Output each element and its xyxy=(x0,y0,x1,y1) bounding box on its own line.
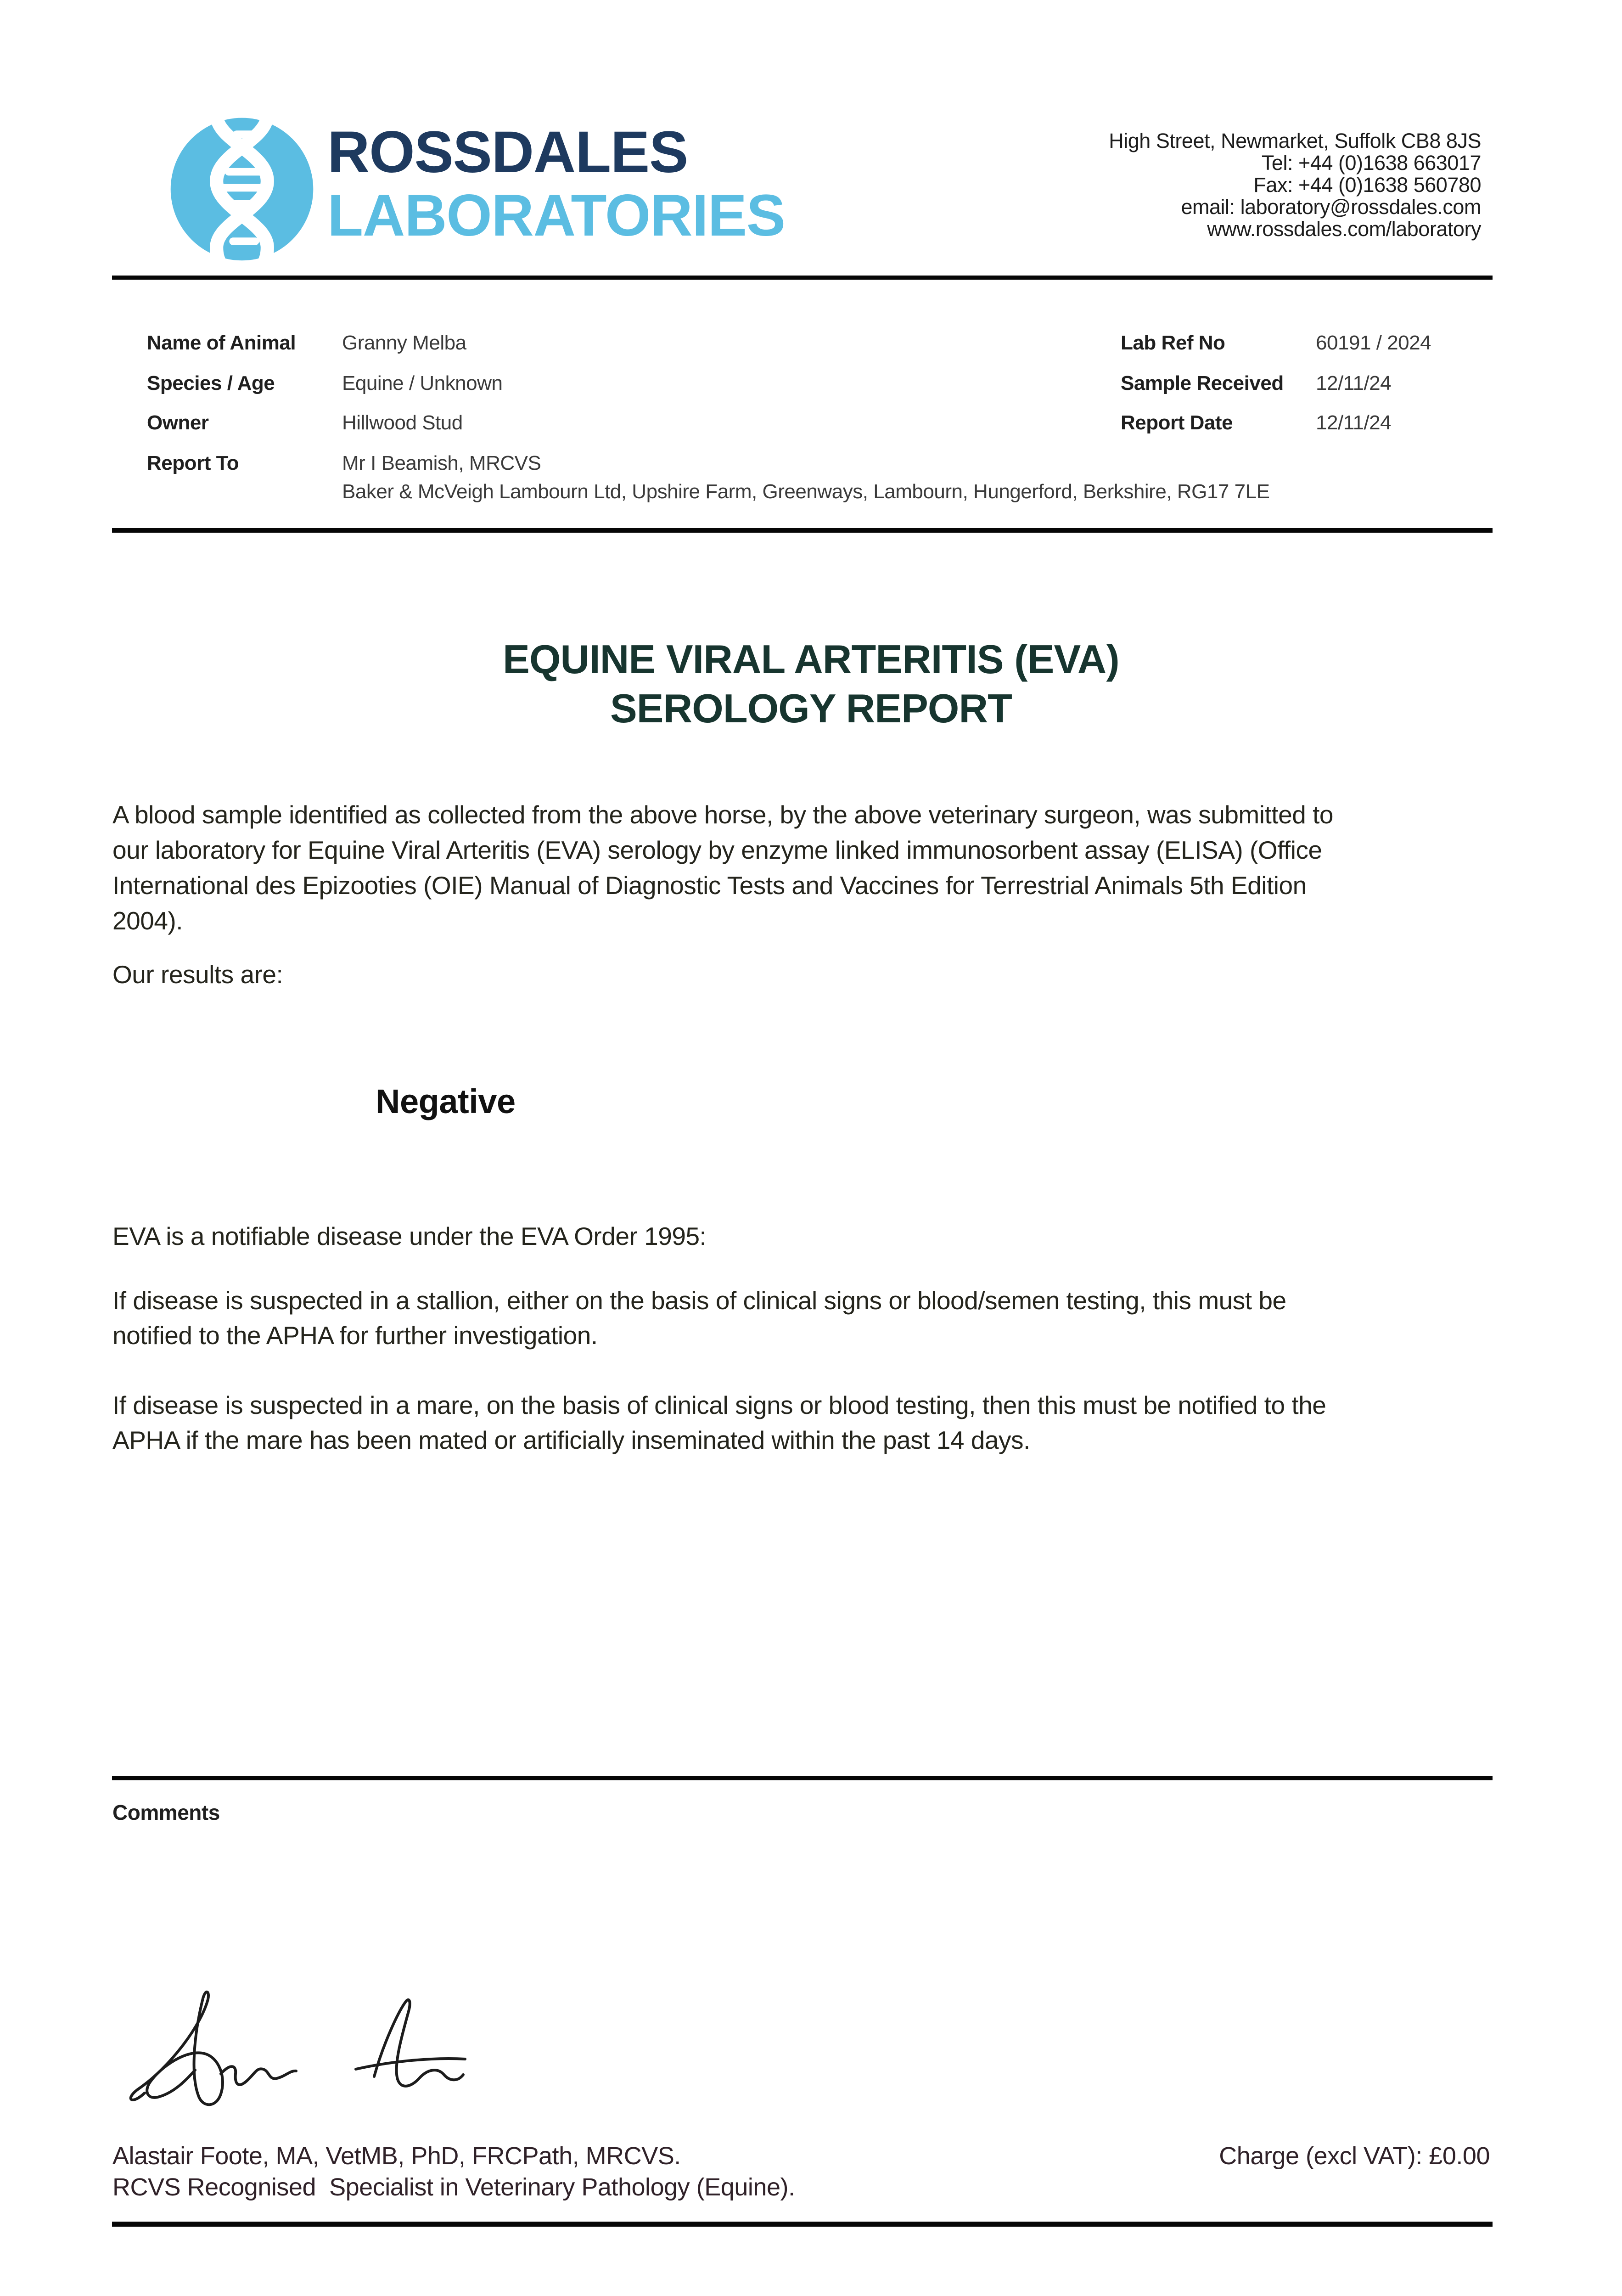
detail-value-sample-received: 12/11/24 xyxy=(1316,372,1392,394)
signatory-qualification: RCVS Recognised Specialist in Veterinary Pathology (Equine). xyxy=(112,2173,795,2201)
mare-paragraph-line: If disease is suspected in a mare, on the basis of clinical signs or blood testing, then this must be notified to the xyxy=(112,1391,1326,1419)
report-title-line2: SEROLOGY REPORT xyxy=(610,686,1012,731)
contact-tel-line: Tel: +44 (0)1638 663017 xyxy=(1261,151,1481,174)
charge-text: Charge (excl VAT): £0.00 xyxy=(1219,2142,1490,2170)
logo-wordmark-laboratories: LABORATORIES xyxy=(327,183,785,248)
contact-email-line: email: laboratory@rossdales.com xyxy=(1181,195,1481,219)
intro-paragraph-line: our laboratory for Equine Viral Arteritis (EVA) serology by enzyme linked immunosorbent assay (ELISA) (Office xyxy=(112,836,1322,864)
detail-value-lab-ref-no: 60191 / 2024 xyxy=(1316,332,1431,354)
detail-label-report-to: Report To xyxy=(147,452,239,474)
logo-wordmark-rossdales: ROSSDALES xyxy=(327,119,688,185)
detail-label-lab-ref-no: Lab Ref No xyxy=(1121,332,1225,354)
detail-value-report-date: 12/11/24 xyxy=(1316,411,1392,434)
contact-block xyxy=(1109,130,1481,240)
results-lead-text: Our results are: xyxy=(112,960,283,989)
stallion-paragraph-line: notified to the APHA for further investigation. xyxy=(112,1321,598,1350)
footer-rule xyxy=(112,2222,1493,2227)
report-title-line1: EQUINE VIRAL ARTERITIS (EVA) xyxy=(503,636,1119,682)
detail-value-species-age: Equine / Unknown xyxy=(342,372,503,394)
detail-label-species-age: Species / Age xyxy=(147,372,275,394)
detail-label-sample-received: Sample Received xyxy=(1121,372,1284,394)
detail-value-name-of-animal: Granny Melba xyxy=(342,332,466,354)
report-title xyxy=(0,635,1622,733)
header-divider-rule xyxy=(112,276,1493,280)
detail-label-report-date: Report Date xyxy=(1121,411,1233,434)
detail-value-report-to: Mr I Beamish, MRCVS xyxy=(342,452,541,474)
result-value: Negative xyxy=(376,1082,516,1120)
intro-paragraph-line: International des Epizooties (OIE) Manual of Diagnostic Tests and Vaccines for Terrestrial Animals 5th Edition xyxy=(112,871,1307,900)
details-divider-rule xyxy=(112,528,1493,533)
mare-paragraph-line: APHA if the mare has been mated or artificially inseminated within the past 14 days. xyxy=(112,1426,1030,1454)
stallion-paragraph-line: If disease is suspected in a stallion, either on the basis of clinical signs or blood/semen testing, this must be xyxy=(112,1286,1286,1315)
contact-fax-line: Fax: +44 (0)1638 560780 xyxy=(1253,173,1481,197)
contact-website-line: www.rossdales.com/laboratory xyxy=(1207,217,1481,241)
contact-address-line: High Street, Newmarket, Suffolk CB8 8JS xyxy=(1109,129,1481,152)
comments-heading: Comments xyxy=(112,1801,220,1824)
signatory-name: Alastair Foote, MA, VetMB, PhD, FRCPath, MRCVS. xyxy=(112,2142,681,2170)
detail-value-owner: Hillwood Stud xyxy=(342,411,463,434)
signature-image xyxy=(117,1983,475,2125)
detail-label-owner: Owner xyxy=(147,411,209,434)
dna-logo-icon xyxy=(166,111,318,265)
notifiable-disease-text: EVA is a notifiable disease under the EVA Order 1995: xyxy=(112,1222,707,1250)
intro-paragraph-line: 2004). xyxy=(112,906,183,935)
detail-label-name-of-animal: Name of Animal xyxy=(147,332,296,354)
comments-divider-rule xyxy=(112,1776,1493,1780)
detail-value-report-to-address: Baker & McVeigh Lambourn Ltd, Upshire Farm, Greenways, Lambourn, Hungerford, Berkshire, RG17 7LE xyxy=(342,480,1270,503)
intro-paragraph-line: A blood sample identified as collected from the above horse, by the above veterinary surgeon, was submitted to xyxy=(112,800,1334,829)
